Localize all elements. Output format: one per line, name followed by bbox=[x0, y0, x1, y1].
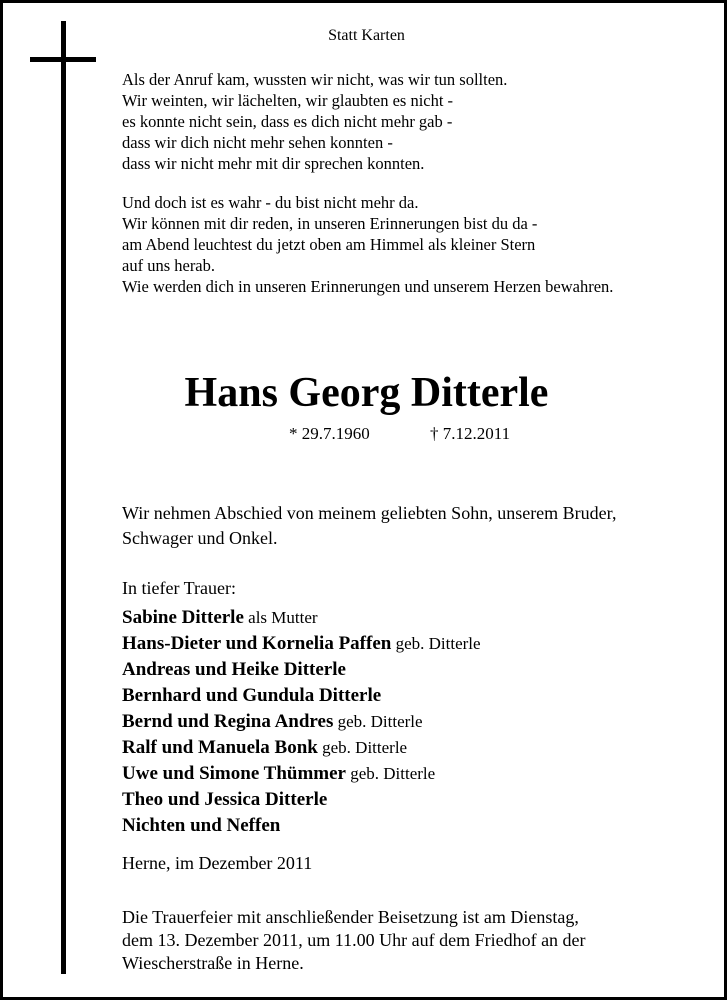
poem-line: Und doch ist es wahr - du bist nicht mehr da. bbox=[122, 193, 419, 212]
funeral-line: dem 13. Dezember 2011, um 11.00 Uhr auf dem Friedhof an der bbox=[122, 930, 586, 950]
poem-line: am Abend leuchtest du jetzt oben am Himmel als kleiner Stern bbox=[122, 235, 536, 254]
funeral-line: Die Trauerfeier mit anschließender Beisetzung ist am Dienstag, bbox=[122, 907, 579, 927]
list-item bbox=[122, 735, 717, 761]
mourner-relation: geb. Ditterle bbox=[391, 634, 481, 653]
funeral-line: Wiescherstraße in Herne. bbox=[122, 953, 304, 973]
poem-line: Wir weinten, wir lächelten, wir glaubten es nicht - bbox=[122, 91, 454, 110]
poem-line: dass wir nicht mehr mit dir sprechen konnten. bbox=[122, 154, 425, 173]
mourner-relation: geb. Ditterle bbox=[317, 738, 408, 757]
farewell-line: Schwager und Onkel. bbox=[122, 528, 278, 548]
farewell-line: Wir nehmen Abschied von meinem geliebten Sohn, unserem Bruder, bbox=[122, 503, 617, 523]
grief-label: In tiefer Trauer: bbox=[122, 578, 236, 598]
poem-stanza-1 bbox=[122, 69, 717, 174]
place-and-date: Herne, im Dezember 2011 bbox=[122, 853, 313, 873]
mourner-name: Bernhard und Gundula Ditterle bbox=[122, 685, 382, 706]
mourner-name: Uwe und Simone Thümmer bbox=[122, 763, 346, 784]
list-item bbox=[122, 813, 717, 839]
mourner-name: Ralf und Manuela Bonk bbox=[122, 737, 318, 758]
deceased-name: Hans Georg Ditterle bbox=[184, 370, 549, 416]
mourner-relation: geb. Ditterle bbox=[333, 712, 423, 731]
list-item bbox=[122, 683, 717, 709]
mourner-name: Andreas und Heike Ditterle bbox=[122, 659, 346, 680]
list-item bbox=[122, 787, 717, 813]
list-item bbox=[122, 657, 717, 683]
mourner-relation: geb. Ditterle bbox=[345, 764, 436, 783]
poem-line: Wir können mit dir reden, in unseren Erinnerungen bist du da - bbox=[122, 214, 538, 233]
poem-line: dass wir dich nicht mehr sehen konnten - bbox=[122, 133, 393, 152]
poem-line: Als der Anruf kam, wussten wir nicht, was wir tun sollten. bbox=[122, 70, 508, 89]
poem-line: auf uns herab. bbox=[122, 256, 216, 275]
list-item bbox=[122, 605, 717, 631]
notice-header: Statt Karten bbox=[328, 27, 405, 44]
mourner-name: Hans-Dieter und Kornelia Paffen bbox=[122, 633, 392, 654]
poem-line: Wie werden dich in unseren Erinnerungen und unserem Herzen bewahren. bbox=[122, 277, 614, 296]
mourner-name: Sabine Ditterle bbox=[122, 607, 244, 628]
poem-stanza-2 bbox=[122, 192, 717, 297]
mourner-relation: als Mutter bbox=[243, 608, 318, 627]
list-item bbox=[122, 761, 717, 787]
cross-icon-horizontal-bar bbox=[30, 57, 96, 62]
poem-line: es konnte nicht sein, dass es dich nicht mehr gab - bbox=[122, 112, 453, 131]
list-item bbox=[122, 709, 717, 735]
list-item bbox=[122, 631, 717, 657]
farewell-message bbox=[122, 501, 717, 551]
cross-icon-vertical-bar bbox=[61, 21, 66, 974]
mourner-name: Bernd und Regina Andres bbox=[122, 711, 334, 732]
birth-date: * 29.7.1960 bbox=[289, 424, 370, 443]
mourners-list bbox=[122, 605, 717, 839]
mourner-name: Nichten und Neffen bbox=[122, 815, 281, 836]
funeral-info bbox=[122, 906, 717, 975]
death-date: † 7.12.2011 bbox=[430, 424, 511, 443]
mourner-name: Theo und Jessica Ditterle bbox=[122, 789, 328, 810]
